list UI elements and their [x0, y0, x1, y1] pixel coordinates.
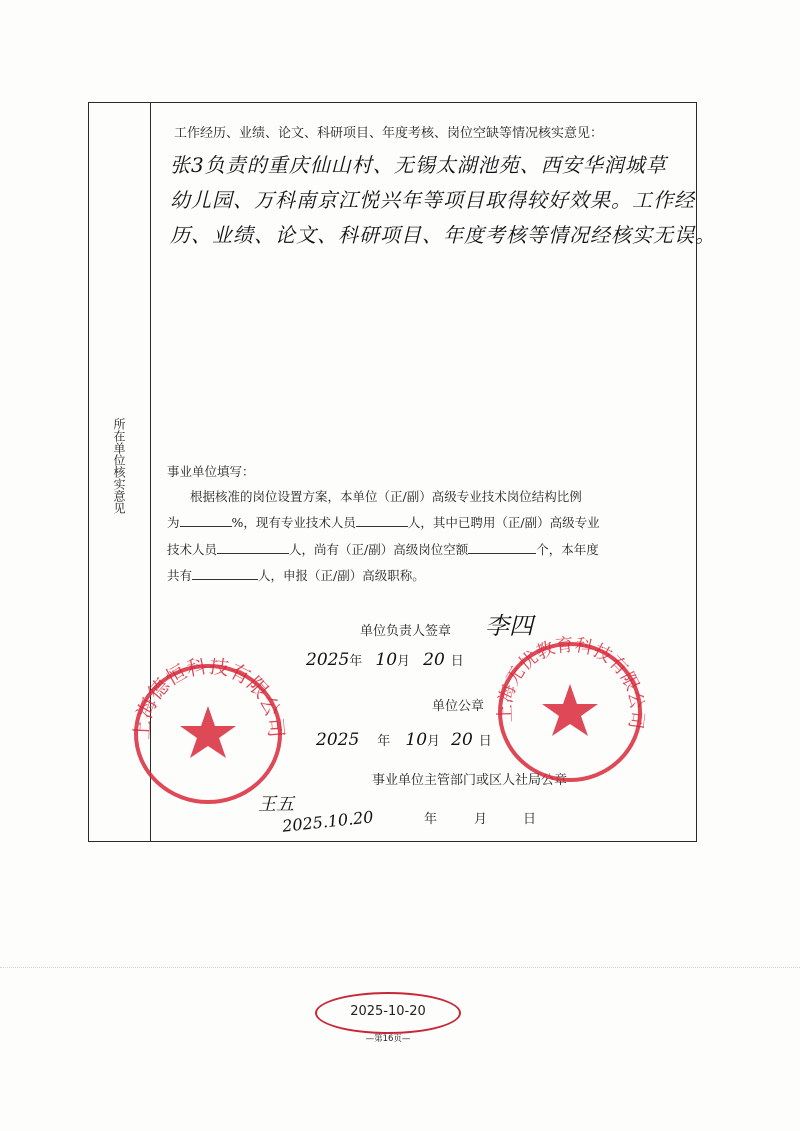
responsible-person-signature: 李四: [485, 612, 533, 640]
responsible-person-label: 单位负责人签章: [360, 624, 452, 639]
fill-section-title: 事业单位填写：: [167, 464, 255, 479]
page-number: —第16页—: [365, 1034, 411, 1044]
right-company-stamp: [490, 632, 650, 786]
footer-date: 2025-10-20: [350, 1004, 426, 1019]
unit-seal-label: 单位公章: [432, 699, 485, 714]
authority-day: 日: [523, 812, 537, 827]
authority-year: 年: [424, 812, 438, 827]
left-company-stamp: [128, 658, 288, 812]
fill-line-2: 为 %，现有专业技术人员 人，其中已聘用（正/副）高级专业: [167, 515, 600, 530]
right-stamp-text: 上海无忧教育科技有限公司: [494, 634, 648, 731]
authority-signature-date: 2025.10.20: [281, 807, 375, 836]
verification-heading: 工作经历、业绩、论文、科研项目、年度考核、岗位空缺等情况核实意见：: [174, 126, 604, 141]
handwritten-line-3: 历、业绩、论文、科研项目、年度考核等情况经核实无误。: [170, 223, 716, 247]
scan-edge: [0, 967, 800, 968]
signature-date: 2025年 10月 20 日: [306, 650, 464, 670]
authority-label: 事业单位主管部门或区人社局公章: [372, 773, 568, 788]
fill-line-4: 共有 人，申报（正/副）高级职称。: [167, 568, 425, 583]
fill-line-3: 技术人员 人，尚有（正/副）高级岗位空额 个，本年度: [167, 542, 599, 557]
seal-date: 2025 年 10月 20 日: [316, 730, 492, 750]
left-stamp-text: 上海德恒科技有限公司: [129, 658, 288, 741]
authority-signature: 王五: [258, 794, 294, 815]
authority-month: 月: [474, 812, 488, 827]
side-label: 所在单位核实意见: [112, 418, 126, 514]
handwritten-line-2: 幼儿园、万科南京江悦兴年等项目取得较好效果。工作经: [170, 188, 695, 212]
handwritten-line-1: 张3负责的重庆仙山村、无锡太湖池苑、西安华润城草: [170, 153, 667, 177]
fill-line-1: 根据核准的岗位设置方案，本单位（正/副）高级专业技术岗位结构比例: [190, 489, 582, 504]
